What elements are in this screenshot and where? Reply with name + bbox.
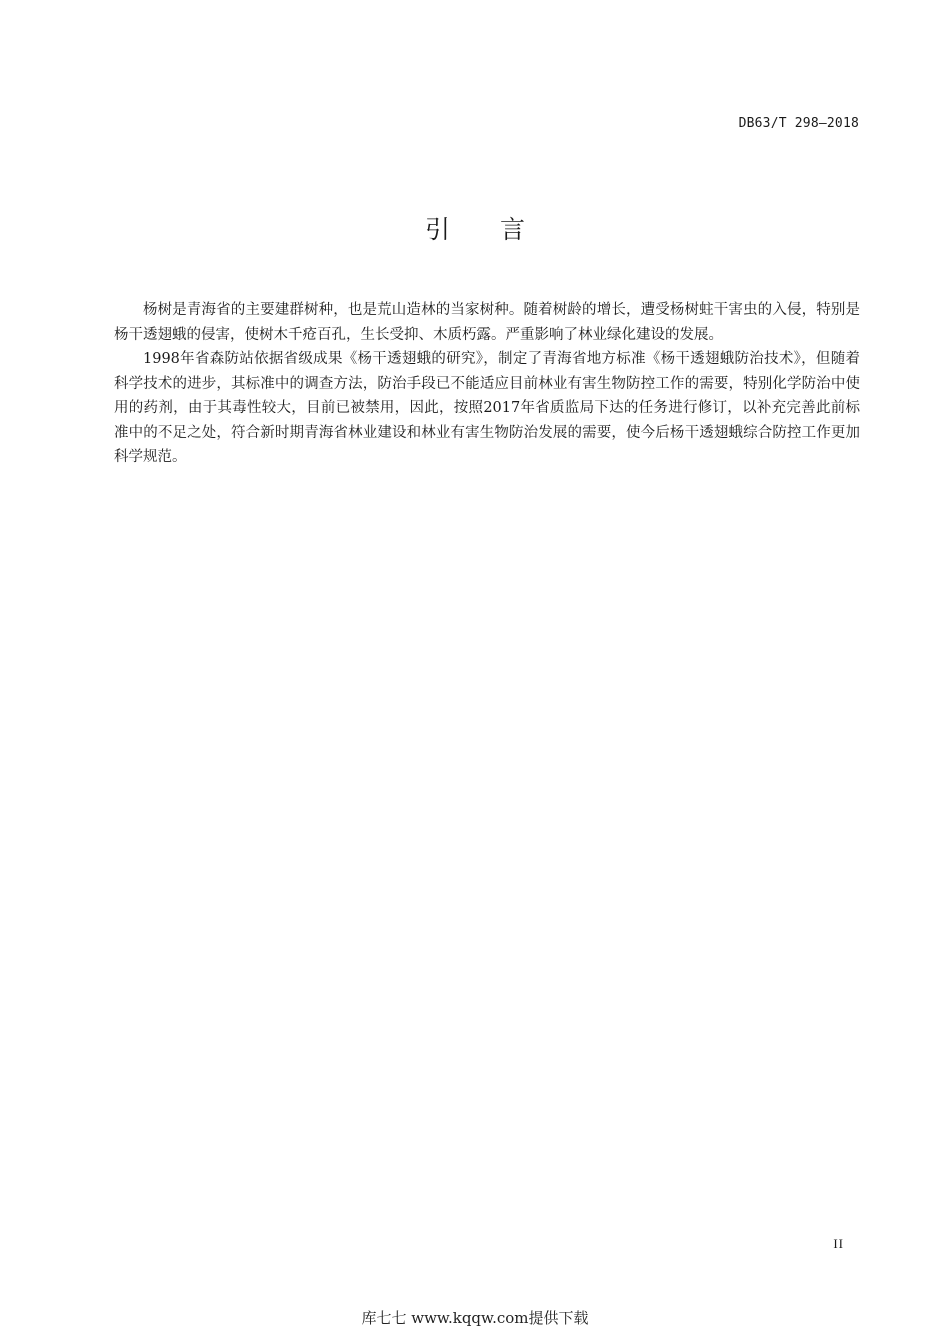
body-text <box>114 298 860 470</box>
page-title <box>0 210 950 246</box>
page-number: II <box>833 1236 844 1251</box>
title-char-2: 言 <box>500 215 526 244</box>
standard-code: DB63/T 298—2018 <box>738 116 859 131</box>
title-char-1: 引 <box>424 215 450 244</box>
paragraph-2: 1998年省森防站依据省级成果《杨干透翅蛾的研究》，制定了青海省地方标准《杨干透翅蛾防治技术》，但随着科学技术的进步，其标准中的调查方法，防治手段已不能适应目前林业有害生物防控工作的需要，特别化学防治中使用的药剂，由于其毒性较大，目前已被禁用，因此，按照2017年省质监局下达的任务进行修订，以补充完善此前标准中的不足之处，符合新时期青海省林业建设和林业有害生物防治发展的需要，使今后杨干透翅蛾综合防控工作更加科学规范。 <box>114 351 860 465</box>
paragraph-1: 杨树是青海省的主要建群树种，也是荒山造林的当家树种。随着树龄的增长，遭受杨树蛀干害虫的入侵，特别是杨干透翅蛾的侵害，使树木千疮百孔，生长受抑、木质朽露。严重影响了林业绿化建设的发展。 <box>114 302 860 343</box>
footer-watermark: 库七七 www.kqqw.com提供下载 <box>361 1309 589 1327</box>
